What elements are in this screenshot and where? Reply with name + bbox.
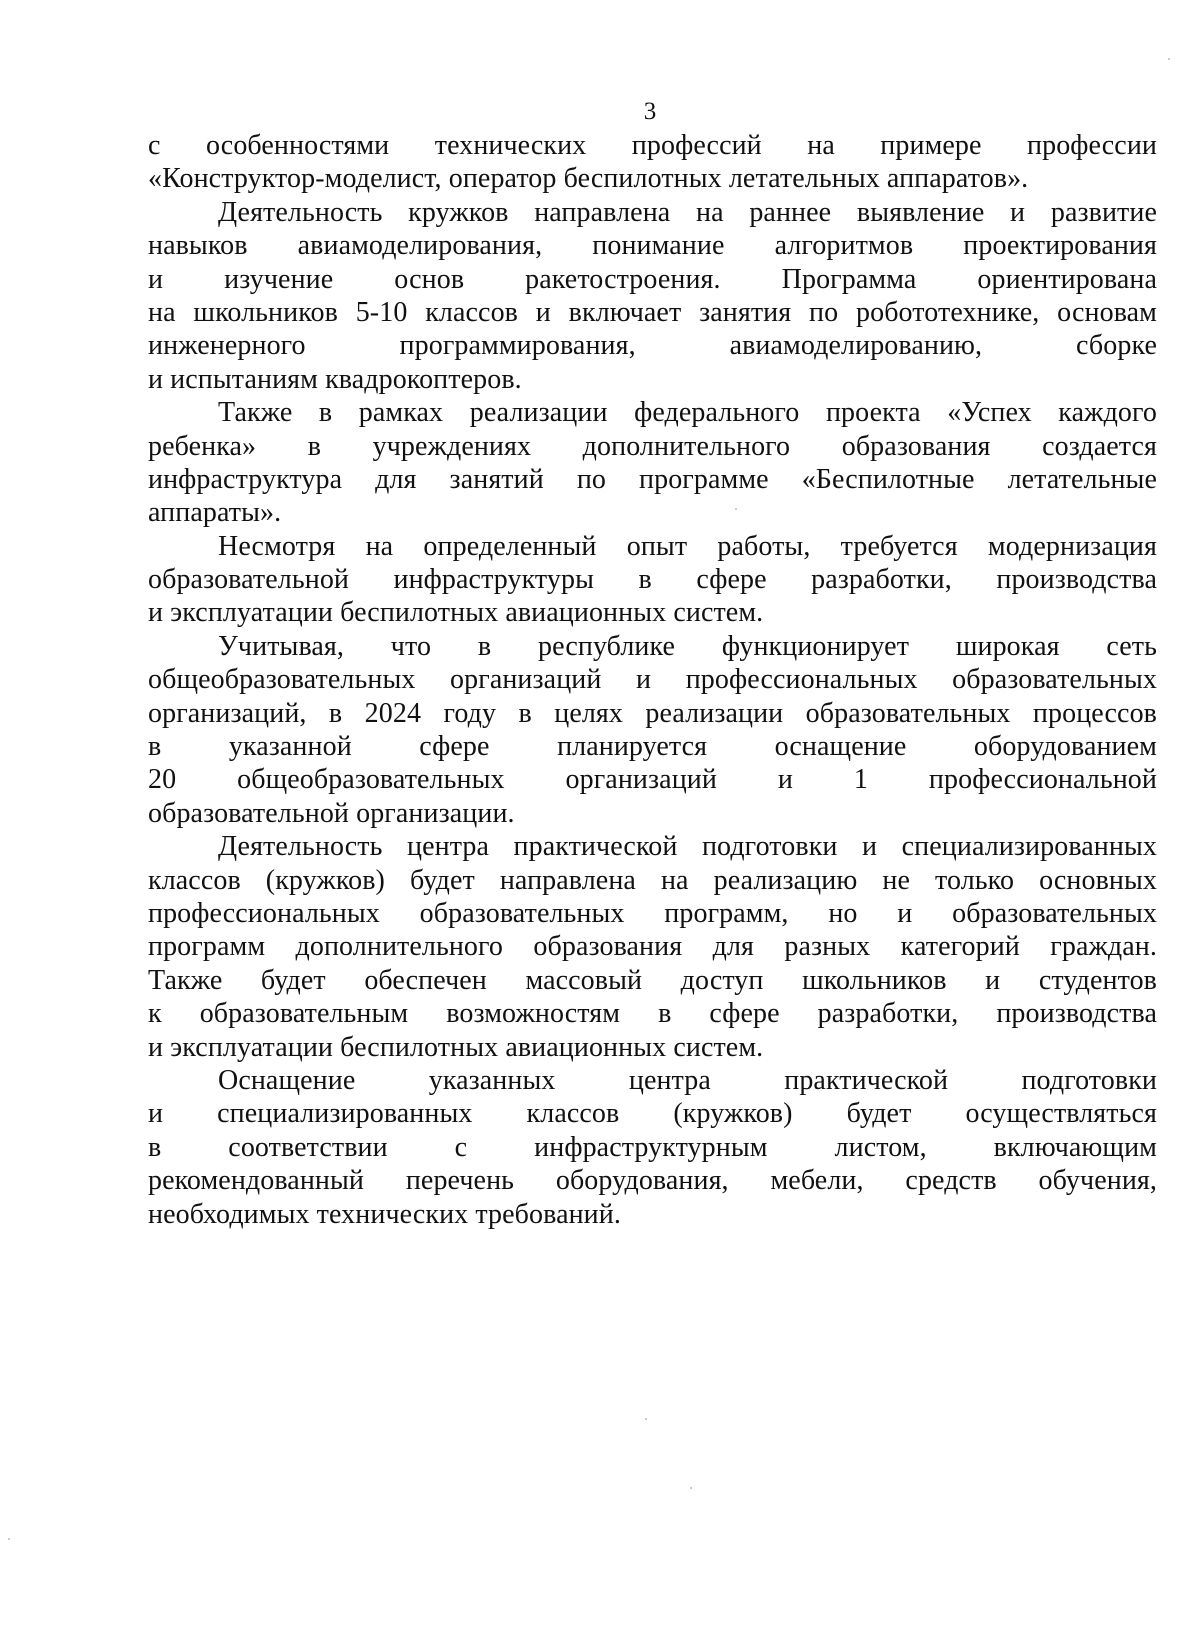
paragraph-line: Оснащение указанных центра практической подготовки <box>218 1064 1157 1096</box>
paragraph-line: Деятельность кружков направлена на раннее выявление и развитие <box>218 196 1157 228</box>
scan-speck <box>645 1418 647 1420</box>
paragraph-line: аппараты». <box>148 497 282 529</box>
paragraph-line: образовательной инфраструктуры в сфере разработки, производства <box>148 564 1157 596</box>
paragraph-line: с особенностями технических профессий на примере профессии <box>148 130 1157 161</box>
paragraph-line: и эксплуатации беспилотных авиационных систем. <box>148 1031 764 1063</box>
paragraph-line: инженерного программирования, авиамоделированию, сборке <box>148 330 1157 362</box>
page-number: 3 <box>643 98 657 125</box>
paragraph-line: Также будет обеспечен массовый доступ школьников и студентов <box>148 964 1157 996</box>
paragraph-line: программ дополнительного образования для разных категорий граждан. <box>148 931 1157 963</box>
paragraph-line: организаций, в 2024 году в целях реализации образовательных процессов <box>148 697 1157 729</box>
scan-speck <box>690 1487 692 1489</box>
paragraph-line: рекомендованный перечень оборудования, мебели, средств обучения, <box>148 1165 1157 1197</box>
scan-speck <box>735 508 737 510</box>
paragraph-line: на школьников 5-10 классов и включает занятия по робототехнике, основам <box>148 296 1157 328</box>
paragraph-line: Также в рамках реализации федерального проекта «Успех каждого <box>218 397 1157 429</box>
paragraph-line: в указанной сфере планируется оснащение оборудованием <box>148 731 1157 763</box>
paragraph-line: Учитывая, что в республике функционирует широкая сеть <box>218 630 1157 662</box>
paragraph-line: Несмотря на определенный опыт работы, требуется модернизация <box>218 530 1157 562</box>
paragraph-line: образовательной организации. <box>148 797 515 829</box>
paragraph-line: к образовательным возможностям в сфере разработки, производства <box>148 998 1157 1030</box>
paragraph-line: ребенка» в учреждениях дополнительного образования создается <box>148 430 1157 462</box>
paragraph-line: в соответствии с инфраструктурным листом, включающим <box>148 1131 1157 1163</box>
paragraph-line: классов (кружков) будет направлена на реализацию не только основных <box>148 864 1157 896</box>
scan-speck <box>1168 58 1170 60</box>
paragraph-line: необходимых технических требований. <box>148 1198 621 1230</box>
paragraph-line: общеобразовательных организаций и профессиональных образовательных <box>148 664 1157 696</box>
paragraph-line: и специализированных классов (кружков) будет осуществляться <box>148 1098 1157 1130</box>
scan-speck <box>8 1538 10 1540</box>
paragraph-line: и эксплуатации беспилотных авиационных систем. <box>148 597 764 629</box>
paragraph-line: «Конструктор-моделист, оператор беспилотных летательных аппаратов». <box>148 163 1029 195</box>
paragraph-line: и изучение основ ракетостроения. Программа ориентирована <box>148 263 1157 295</box>
paragraph-line: и испытаниям квадрокоптеров. <box>148 363 522 395</box>
paragraph-line: Деятельность центра практической подготовки и специализированных <box>218 831 1157 863</box>
paragraph-line: инфраструктура для занятий по программе «Беспилотные летательные <box>148 463 1157 495</box>
document-body <box>148 129 1157 1231</box>
paragraph-line: профессиональных образовательных программ, но и образовательных <box>148 897 1157 929</box>
paragraph-line: навыков авиамоделирования, понимание алгоритмов проектирования <box>148 230 1157 262</box>
paragraph-line: 20 общеобразовательных организаций и 1 профессиональной <box>148 764 1157 796</box>
